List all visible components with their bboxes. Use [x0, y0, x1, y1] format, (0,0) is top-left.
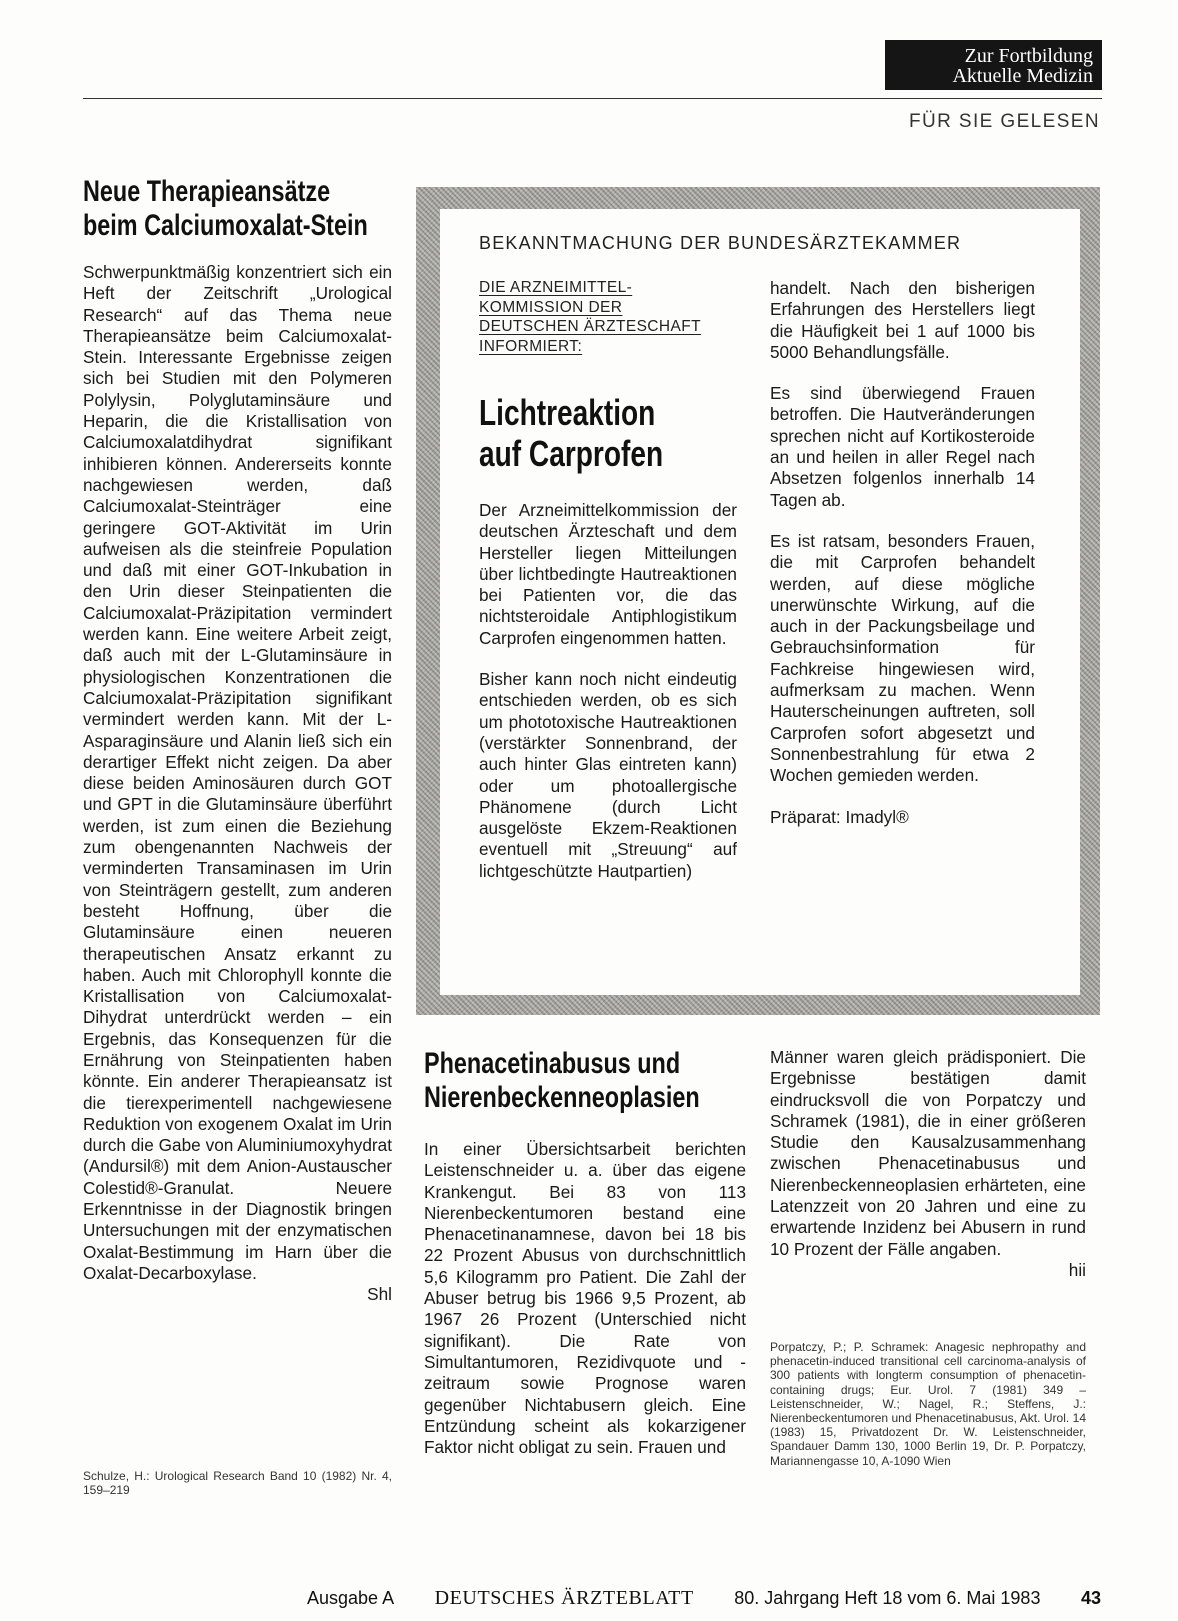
notice-paragraph: handelt. Nach den bisherigen Erfahrungen des Herstellers liegt die Häufigkeit bei 1 auf 1000 bis 5000 Behandlungsfälle.: [770, 278, 1035, 362]
section-tag: [885, 40, 1102, 90]
commission-line-2: KOMMISSION DER: [479, 298, 623, 316]
article2-title: [424, 1047, 700, 1115]
article2-title-line-2: Nierenbeckenneoplasien: [424, 1081, 700, 1115]
footer-edition: Ausgabe A: [307, 1588, 395, 1608]
notice-heading: BEKANNTMACHUNG DER BUNDESÄRZTEKAMMER: [479, 233, 962, 253]
notice-paragraph: Der Arzneimittelkommission der deutschen Ärzteschaft und dem Hersteller liegen Mitteilungen über lichtbedingte Hautreaktionen bei Patienten vor, die das nichtsteroidale Antiphlogistikum Carprofen eingenommen hatten.: [479, 500, 737, 648]
footer-issue: 80. Jahrgang Heft 18 vom 6. Mai 1983: [734, 1588, 1041, 1608]
notice-paragraph: Bisher kann noch nicht eindeutig entschieden werden, ob es sich um phototoxische Hautreaktionen (verstärkter Sonnenbrand, der auch hinter Glas eintreten kann) oder um photoallergische Phänomene (durch Licht ausgelöste Ekzem-Reaktionen eventuell mit „Streuung“ auf lichtgeschützte Hautpartien): [479, 669, 737, 881]
footer-journal: DEUTSCHES ÄRZTEBLATT: [434, 1587, 694, 1609]
article2-paragraph: Männer waren gleich prädisponiert. Die Ergebnisse bestätigen damit eindrucksvoll die von Porpatczy und Schramek (1981), die in einer größeren Studie den Kausalzusammenhang zwischen Phenacetinabusus und Nierenbeckenneoplasien erhärteten, eine Latenzzeit von 20 Jahren und eine zu erwartende Inzidenz bei Abusern in rund 10 Prozent der Fälle angaben.: [770, 1047, 1086, 1259]
article2-title-line-1: Phenacetinabusus und: [424, 1047, 681, 1080]
page-number: 43: [1080, 1588, 1101, 1608]
article2-paragraph: In einer Übersichtsarbeit berichten Leistenschneider u. a. über das eigene Krankengut. Bei 83 von 113 Nierenbeckentumoren bestand eine Phenacetinanamnese, davon bei 18 bis 22 Prozent Abusus von durchschnittlich 5,6 Kilogramm pro Patient. Die Zahl der Abuser betrug bis 1966 9,5 Prozent, ab 1967 26 Prozent (Unterschied nicht signifikant). Die Rate von Simultantumoren, Rezidivquote und -zeitraum sowie Prognose waren gegenüber Nichtabusern gleich. Eine Entzündung scheint als kokarzigener Faktor nicht obligat zu sein. Frauen und: [424, 1139, 746, 1458]
notice-paragraph: Es sind überwiegend Frauen betroffen. Die Hautveränderungen sprechen nicht auf Kortikosteroide an und heilen in aller Regel nach Absetzen folgenlos innerhalb 14 Tagen ab.: [770, 383, 1035, 510]
commission-label: [479, 278, 701, 356]
section-tag-line-2: Aktuelle Medizin: [952, 65, 1093, 87]
notice-title-line-2: auf Carprofen: [479, 433, 664, 475]
article1-signature-row: [83, 1284, 392, 1305]
notice-right-column: [770, 278, 1035, 848]
article2-reference: Porpatczy, P.; P. Schramek: Anagesic nephropathy and phenacetin-induced transitional cell carcinoma-analysis of 300 patients with longterm consumption of phenacetin-containing drugs; Eur. Urol. 7 (1981) 349 – Leistenschneider, W.; Nagel, R.; Steffens, J.: Nierenbeckentumoren und Phenacetinabusus, Akt. Urol. 14 (1983) 15, Privatdozent Dr. W. Leistenschneider, Spandauer Damm 130, 1000 Berlin 19, Dr. P. Porpatczy, Mariannengasse 10, A-1090 Wien: [770, 1340, 1086, 1468]
article1-paragraph: Schwerpunktmäßig konzentriert sich ein Heft der Zeitschrift „Urological Research“ auf das Thema neue Therapieansätze beim Calciumoxalat-Stein. Interessante Ergebnisse zeigen sich bei Studien mit den Polymeren Polylysin, Polyglutaminsäure und Heparin, die die Kristallisation von Calciumoxalatdihydrat signifikant inhibieren können. Andererseits konnte nachgewiesen werden, daß Calciumoxalat-Steinträger eine geringere GOT-Aktivität im Urin aufweisen als die steinfreie Population und daß mit einer GOT-Inkubation in den Urin dieser Steinpatienten die Calciumoxalat-Präzipitation vermindert werden kann. Eine weitere Arbeit zeigt, daß auch mit der L-Glutaminsäure in physiologischen Konzentrationen die Calciumoxalat-Präzipitation signifikant vermindert werden kann. Mit der L-Asparaginsäure und Alanin ließ sich ein derartiger Effekt nicht zeigen. Da aber diese beiden Aminosäuren durch GOT und GPT in die Glutaminsäure überführt werden, ist zum einen die Beziehung zum obengenannten Nachweis der verminderten Transaminasen im Urin von Steinträgern gestellt, zum anderen besteht Hoffnung, über die Glutaminsäure einen neueren therapeutischen Ansatz erkannt zu haben. Auch mit Chlorophyll konnte die Kristallisation von Calciumoxalat-Dihydrat unterdrückt werden – ein Ergebnis, das Konsequenzen für die Ernährung von Steinpatienten haben könnte. Ein anderer Therapieansatz ist die tierexperimentell nachgewiesene Reduktion von exogenem Oxalat im Urin durch die Gabe von Aluminiumoxyhydrat (Andursil®) mit dem Anion-Austauscher Colestid®-Granulat. Neuere Erkenntnisse in der Diagnostik bringen Untersuchungen mit der enzymatischen Oxalat-Bestimmung im Harn über die Oxalat-Decarboxylase.: [83, 262, 392, 1283]
commission-line-4: INFORMIERT:: [479, 337, 583, 355]
notice-paragraph: Es ist ratsam, besonders Frauen, die mit Carprofen behandelt werden, auf diese mögliche unerwünschte Wirkung, auf die auch in der Packungsbeilage und Gebrauchsinformation für Fachkreise hingewiesen wird, aufmerksam zu machen. Wenn Hauterscheinungen auftreten, soll Carprofen sofort abgesetzt und Sonnenbestrahlung für etwa 2 Wochen gemieden werden.: [770, 530, 1035, 786]
article2-initials: hii: [1068, 1259, 1086, 1280]
article2-left-column: [424, 1139, 746, 1458]
notice-left-column: [479, 500, 737, 902]
page-footer: [307, 1587, 1101, 1610]
article1-title-line-2: beim Calciumoxalat-Stein: [83, 209, 368, 243]
section-tag-line-1: Zur Fortbildung: [964, 45, 1093, 67]
article1-reference: Schulze, H.: Urological Research Band 10 (1982) Nr. 4, 159–219: [83, 1469, 392, 1498]
notice-title-line-1: Lichtreaktion: [479, 392, 656, 433]
article2-right-column: [770, 1047, 1086, 1281]
article2-signature-row: [770, 1260, 1086, 1281]
notice-title: [479, 392, 663, 474]
article1-initials: Shl: [367, 1284, 392, 1305]
notice-preparation: Präparat: Imadyl®: [770, 806, 909, 827]
header-rule: [83, 98, 1102, 99]
article1-body: [83, 262, 392, 1306]
commission-line-1: DIE ARZNEIMITTEL-: [479, 279, 633, 296]
rubric: FÜR SIE GELESEN: [909, 111, 1100, 132]
commission-line-3: DEUTSCHEN ÄRZTESCHAFT: [479, 318, 701, 335]
article1-title-line-1: Neue Therapieansätze: [83, 175, 331, 208]
article1-title: [83, 175, 368, 243]
